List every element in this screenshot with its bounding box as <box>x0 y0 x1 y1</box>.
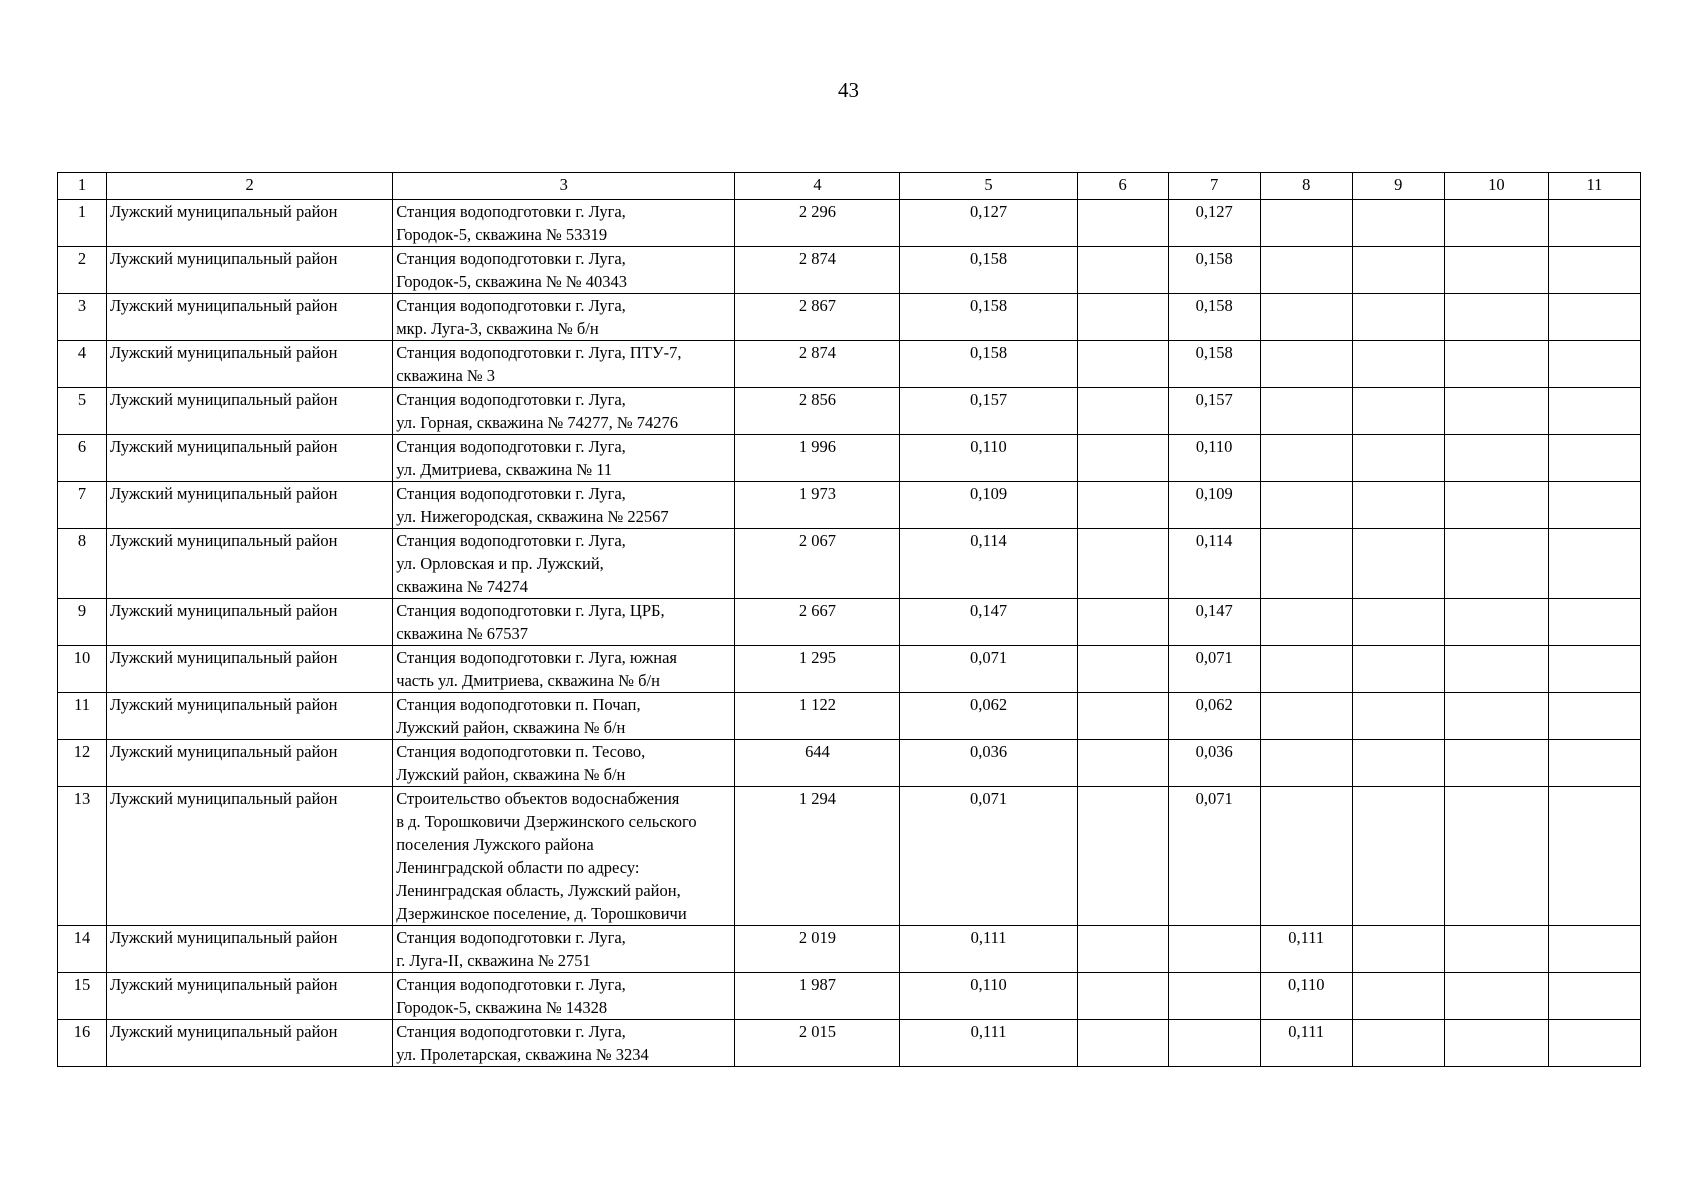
col-8-cell <box>1260 200 1352 247</box>
row-number-cell: 10 <box>58 646 107 693</box>
row-number-cell: 7 <box>58 482 107 529</box>
object-cell <box>393 740 735 787</box>
object-text-line: в д. Торошковичи Дзержинского сельского <box>396 812 697 831</box>
col-6-cell <box>1077 435 1168 482</box>
col-7-cell: 0,110 <box>1168 435 1260 482</box>
district-cell: Лужский муниципальный район <box>107 294 393 341</box>
col-4-cell: 2 867 <box>735 294 900 341</box>
district-cell: Лужский муниципальный район <box>107 482 393 529</box>
object-cell <box>393 529 735 599</box>
col-11-cell <box>1548 1020 1640 1067</box>
col-10-cell <box>1444 341 1548 388</box>
col-6-cell <box>1077 973 1168 1020</box>
col-10-cell <box>1444 482 1548 529</box>
col-6-cell <box>1077 200 1168 247</box>
col-9-cell <box>1352 926 1444 973</box>
district-cell: Лужский муниципальный район <box>107 435 393 482</box>
col-8-cell <box>1260 787 1352 926</box>
col-8-cell: 0,111 <box>1260 926 1352 973</box>
col-10-cell <box>1444 294 1548 341</box>
col-4-cell: 1 122 <box>735 693 900 740</box>
row-number-cell: 2 <box>58 247 107 294</box>
row-number-cell: 9 <box>58 599 107 646</box>
row-number-cell: 13 <box>58 787 107 926</box>
table-row <box>58 341 1641 388</box>
col-11-cell <box>1548 294 1640 341</box>
col-9-cell <box>1352 435 1444 482</box>
row-number-cell: 11 <box>58 693 107 740</box>
table-row <box>58 529 1641 599</box>
object-cell <box>393 646 735 693</box>
col-10-cell <box>1444 926 1548 973</box>
col-9-cell <box>1352 247 1444 294</box>
table-row <box>58 740 1641 787</box>
col-11-cell <box>1548 740 1640 787</box>
column-header: 9 <box>1352 173 1444 200</box>
col-7-cell: 0,127 <box>1168 200 1260 247</box>
page-number: 43 <box>838 78 859 102</box>
col-4-cell: 2 015 <box>735 1020 900 1067</box>
object-text-line: Городок-5, скважина № 14328 <box>396 998 608 1017</box>
col-9-cell <box>1352 599 1444 646</box>
object-text-line: Станция водоподготовки г. Луга, <box>396 975 626 994</box>
col-4-cell: 2 874 <box>735 247 900 294</box>
col-10-cell <box>1444 646 1548 693</box>
column-header: 2 <box>107 173 393 200</box>
col-8-cell <box>1260 294 1352 341</box>
col-5-cell: 0,036 <box>900 740 1077 787</box>
object-text-line: Станция водоподготовки г. Луга, южная <box>396 648 677 667</box>
col-6-cell <box>1077 740 1168 787</box>
col-4-cell: 2 874 <box>735 341 900 388</box>
column-header: 10 <box>1444 173 1548 200</box>
object-text-line: ул. Орловская и пр. Лужский, <box>396 554 604 573</box>
col-7-cell: 0,114 <box>1168 529 1260 599</box>
row-number-cell: 8 <box>58 529 107 599</box>
col-4-cell: 2 296 <box>735 200 900 247</box>
col-6-cell <box>1077 599 1168 646</box>
object-cell <box>393 1020 735 1067</box>
col-4-cell: 2 667 <box>735 599 900 646</box>
object-text-line: Станция водоподготовки г. Луга, <box>396 484 626 503</box>
col-7-cell: 0,158 <box>1168 294 1260 341</box>
col-4-cell: 644 <box>735 740 900 787</box>
object-cell <box>393 435 735 482</box>
object-text-line: Дзержинское поселение, д. Торошковичи <box>396 904 687 923</box>
col-10-cell <box>1444 247 1548 294</box>
col-11-cell <box>1548 341 1640 388</box>
col-8-cell <box>1260 435 1352 482</box>
object-text-line: скважина № 74274 <box>396 577 529 596</box>
col-8-cell <box>1260 247 1352 294</box>
col-8-cell: 0,111 <box>1260 1020 1352 1067</box>
col-4-cell: 2 856 <box>735 388 900 435</box>
col-11-cell <box>1548 435 1640 482</box>
object-text-line: ул. Нижегородская, скважина № 22567 <box>396 507 669 526</box>
object-cell <box>393 973 735 1020</box>
col-11-cell <box>1548 693 1640 740</box>
col-7-cell: 0,147 <box>1168 599 1260 646</box>
object-text-line: Станция водоподготовки г. Луга, <box>396 531 626 550</box>
object-text-line: поселения Лужского района <box>396 835 594 854</box>
col-9-cell <box>1352 341 1444 388</box>
object-text-line: Станция водоподготовки г. Луга, ЦРБ, <box>396 601 665 620</box>
col-7-cell <box>1168 973 1260 1020</box>
district-cell: Лужский муниципальный район <box>107 787 393 926</box>
district-cell: Лужский муниципальный район <box>107 247 393 294</box>
object-text-line: часть ул. Дмитриева, скважина № б/н <box>396 671 660 690</box>
col-9-cell <box>1352 482 1444 529</box>
col-8-cell <box>1260 740 1352 787</box>
table-row <box>58 1020 1641 1067</box>
row-number-cell: 15 <box>58 973 107 1020</box>
object-text-line: мкр. Луга-3, скважина № б/н <box>396 319 599 338</box>
col-10-cell <box>1444 599 1548 646</box>
table-row <box>58 294 1641 341</box>
object-text-line: Лужский район, скважина № б/н <box>396 765 626 784</box>
district-cell: Лужский муниципальный район <box>107 646 393 693</box>
col-9-cell <box>1352 200 1444 247</box>
object-text-line: скважина № 3 <box>396 366 496 385</box>
object-cell <box>393 693 735 740</box>
col-5-cell: 0,111 <box>900 926 1077 973</box>
col-7-cell: 0,157 <box>1168 388 1260 435</box>
object-text-line: Станция водоподготовки г. Луга, <box>396 928 626 947</box>
district-cell: Лужский муниципальный район <box>107 973 393 1020</box>
object-cell <box>393 247 735 294</box>
table-row <box>58 247 1641 294</box>
table-row <box>58 973 1641 1020</box>
district-cell: Лужский муниципальный район <box>107 388 393 435</box>
col-9-cell <box>1352 787 1444 926</box>
object-cell <box>393 294 735 341</box>
col-6-cell <box>1077 294 1168 341</box>
col-5-cell: 0,062 <box>900 693 1077 740</box>
col-6-cell <box>1077 247 1168 294</box>
col-6-cell <box>1077 388 1168 435</box>
object-text-line: Ленинградской области по адресу: <box>396 858 640 877</box>
col-11-cell <box>1548 926 1640 973</box>
col-10-cell <box>1444 740 1548 787</box>
row-number-cell: 4 <box>58 341 107 388</box>
col-6-cell <box>1077 482 1168 529</box>
col-7-cell <box>1168 1020 1260 1067</box>
object-text-line: Лужский район, скважина № б/н <box>396 718 626 737</box>
object-text-line: скважина № 67537 <box>396 624 529 643</box>
header-row <box>58 173 1641 200</box>
col-11-cell <box>1548 247 1640 294</box>
col-11-cell <box>1548 973 1640 1020</box>
object-text-line: Станция водоподготовки г. Луга, <box>396 296 626 315</box>
col-9-cell <box>1352 740 1444 787</box>
col-4-cell: 2 067 <box>735 529 900 599</box>
column-header: 4 <box>735 173 900 200</box>
col-7-cell: 0,062 <box>1168 693 1260 740</box>
object-cell <box>393 787 735 926</box>
table-row <box>58 787 1641 926</box>
col-6-cell <box>1077 529 1168 599</box>
col-6-cell <box>1077 926 1168 973</box>
column-header: 3 <box>393 173 735 200</box>
table-row <box>58 926 1641 973</box>
object-text-line: Ленинградская область, Лужский район, <box>396 881 681 900</box>
object-text-line: Станция водоподготовки п. Тесово, <box>396 742 646 761</box>
object-text-line: ул. Пролетарская, скважина № 3234 <box>396 1045 649 1064</box>
district-cell: Лужский муниципальный район <box>107 529 393 599</box>
district-cell: Лужский муниципальный район <box>107 200 393 247</box>
col-7-cell: 0,158 <box>1168 341 1260 388</box>
column-header: 1 <box>58 173 107 200</box>
row-number-cell: 3 <box>58 294 107 341</box>
table-row <box>58 388 1641 435</box>
object-text-line: Городок-5, скважина № № 40343 <box>396 272 627 291</box>
col-8-cell: 0,110 <box>1260 973 1352 1020</box>
col-9-cell <box>1352 693 1444 740</box>
col-11-cell <box>1548 599 1640 646</box>
col-7-cell: 0,158 <box>1168 247 1260 294</box>
col-11-cell <box>1548 529 1640 599</box>
data-table <box>57 172 1641 1067</box>
col-10-cell <box>1444 529 1548 599</box>
column-header: 11 <box>1548 173 1640 200</box>
object-text-line: Станция водоподготовки г. Луга, <box>396 1022 626 1041</box>
object-text-line: ул. Горная, скважина № 74277, № 74276 <box>396 413 679 432</box>
object-text-line: Строительство объектов водоснабжения <box>396 789 680 808</box>
col-10-cell <box>1444 388 1548 435</box>
object-cell <box>393 200 735 247</box>
col-6-cell <box>1077 341 1168 388</box>
object-cell <box>393 599 735 646</box>
object-text-line: Станция водоподготовки г. Луга, <box>396 202 626 221</box>
col-9-cell <box>1352 294 1444 341</box>
col-5-cell: 0,071 <box>900 646 1077 693</box>
table-row <box>58 482 1641 529</box>
column-header: 6 <box>1077 173 1168 200</box>
col-5-cell: 0,114 <box>900 529 1077 599</box>
col-10-cell <box>1444 435 1548 482</box>
row-number-cell: 14 <box>58 926 107 973</box>
table-row <box>58 599 1641 646</box>
col-5-cell: 0,147 <box>900 599 1077 646</box>
row-number-cell: 6 <box>58 435 107 482</box>
col-11-cell <box>1548 200 1640 247</box>
table-body <box>58 173 1641 1067</box>
col-4-cell: 1 295 <box>735 646 900 693</box>
row-number-cell: 5 <box>58 388 107 435</box>
col-4-cell: 1 294 <box>735 787 900 926</box>
col-9-cell <box>1352 388 1444 435</box>
col-5-cell: 0,071 <box>900 787 1077 926</box>
district-cell: Лужский муниципальный район <box>107 1020 393 1067</box>
col-10-cell <box>1444 787 1548 926</box>
object-text-line: Станция водоподготовки г. Луга, ПТУ-7, <box>396 343 682 362</box>
col-6-cell <box>1077 646 1168 693</box>
col-9-cell <box>1352 646 1444 693</box>
col-10-cell <box>1444 973 1548 1020</box>
col-8-cell <box>1260 341 1352 388</box>
col-10-cell <box>1444 200 1548 247</box>
col-5-cell: 0,157 <box>900 388 1077 435</box>
object-cell <box>393 388 735 435</box>
col-7-cell: 0,036 <box>1168 740 1260 787</box>
col-4-cell: 2 019 <box>735 926 900 973</box>
col-5-cell: 0,127 <box>900 200 1077 247</box>
object-text-line: Станция водоподготовки г. Луга, <box>396 390 626 409</box>
row-number-cell: 1 <box>58 200 107 247</box>
col-11-cell <box>1548 388 1640 435</box>
col-11-cell <box>1548 646 1640 693</box>
col-8-cell <box>1260 646 1352 693</box>
col-5-cell: 0,110 <box>900 973 1077 1020</box>
column-header: 7 <box>1168 173 1260 200</box>
col-11-cell <box>1548 482 1640 529</box>
col-4-cell: 1 987 <box>735 973 900 1020</box>
object-text-line: Городок-5, скважина № 53319 <box>396 225 608 244</box>
table-row <box>58 435 1641 482</box>
table-row <box>58 646 1641 693</box>
col-9-cell <box>1352 973 1444 1020</box>
table-row <box>58 200 1641 247</box>
column-header: 8 <box>1260 173 1352 200</box>
district-cell: Лужский муниципальный район <box>107 926 393 973</box>
col-7-cell: 0,071 <box>1168 646 1260 693</box>
col-6-cell <box>1077 787 1168 926</box>
col-7-cell <box>1168 926 1260 973</box>
object-text-line: Станция водоподготовки г. Луга, <box>396 437 626 456</box>
col-8-cell <box>1260 599 1352 646</box>
object-text-line: Станция водоподготовки п. Почап, <box>396 695 641 714</box>
col-8-cell <box>1260 388 1352 435</box>
col-5-cell: 0,158 <box>900 247 1077 294</box>
col-10-cell <box>1444 1020 1548 1067</box>
object-text-line: г. Луга-II, скважина № 2751 <box>396 951 591 970</box>
district-cell: Лужский муниципальный район <box>107 341 393 388</box>
col-6-cell <box>1077 1020 1168 1067</box>
col-5-cell: 0,111 <box>900 1020 1077 1067</box>
row-number-cell: 16 <box>58 1020 107 1067</box>
table-row <box>58 693 1641 740</box>
col-4-cell: 1 996 <box>735 435 900 482</box>
col-5-cell: 0,110 <box>900 435 1077 482</box>
col-4-cell: 1 973 <box>735 482 900 529</box>
row-number-cell: 12 <box>58 740 107 787</box>
col-5-cell: 0,158 <box>900 294 1077 341</box>
col-8-cell <box>1260 529 1352 599</box>
col-10-cell <box>1444 693 1548 740</box>
district-cell: Лужский муниципальный район <box>107 693 393 740</box>
col-8-cell <box>1260 482 1352 529</box>
object-cell <box>393 926 735 973</box>
col-8-cell <box>1260 693 1352 740</box>
col-5-cell: 0,109 <box>900 482 1077 529</box>
district-cell: Лужский муниципальный район <box>107 599 393 646</box>
column-header: 5 <box>900 173 1077 200</box>
district-cell: Лужский муниципальный район <box>107 740 393 787</box>
col-7-cell: 0,109 <box>1168 482 1260 529</box>
col-11-cell <box>1548 787 1640 926</box>
col-5-cell: 0,158 <box>900 341 1077 388</box>
col-7-cell: 0,071 <box>1168 787 1260 926</box>
col-9-cell <box>1352 529 1444 599</box>
object-text-line: Станция водоподготовки г. Луга, <box>396 249 626 268</box>
col-9-cell <box>1352 1020 1444 1067</box>
object-cell <box>393 341 735 388</box>
col-6-cell <box>1077 693 1168 740</box>
object-cell <box>393 482 735 529</box>
object-text-line: ул. Дмитриева, скважина № 11 <box>396 460 613 479</box>
